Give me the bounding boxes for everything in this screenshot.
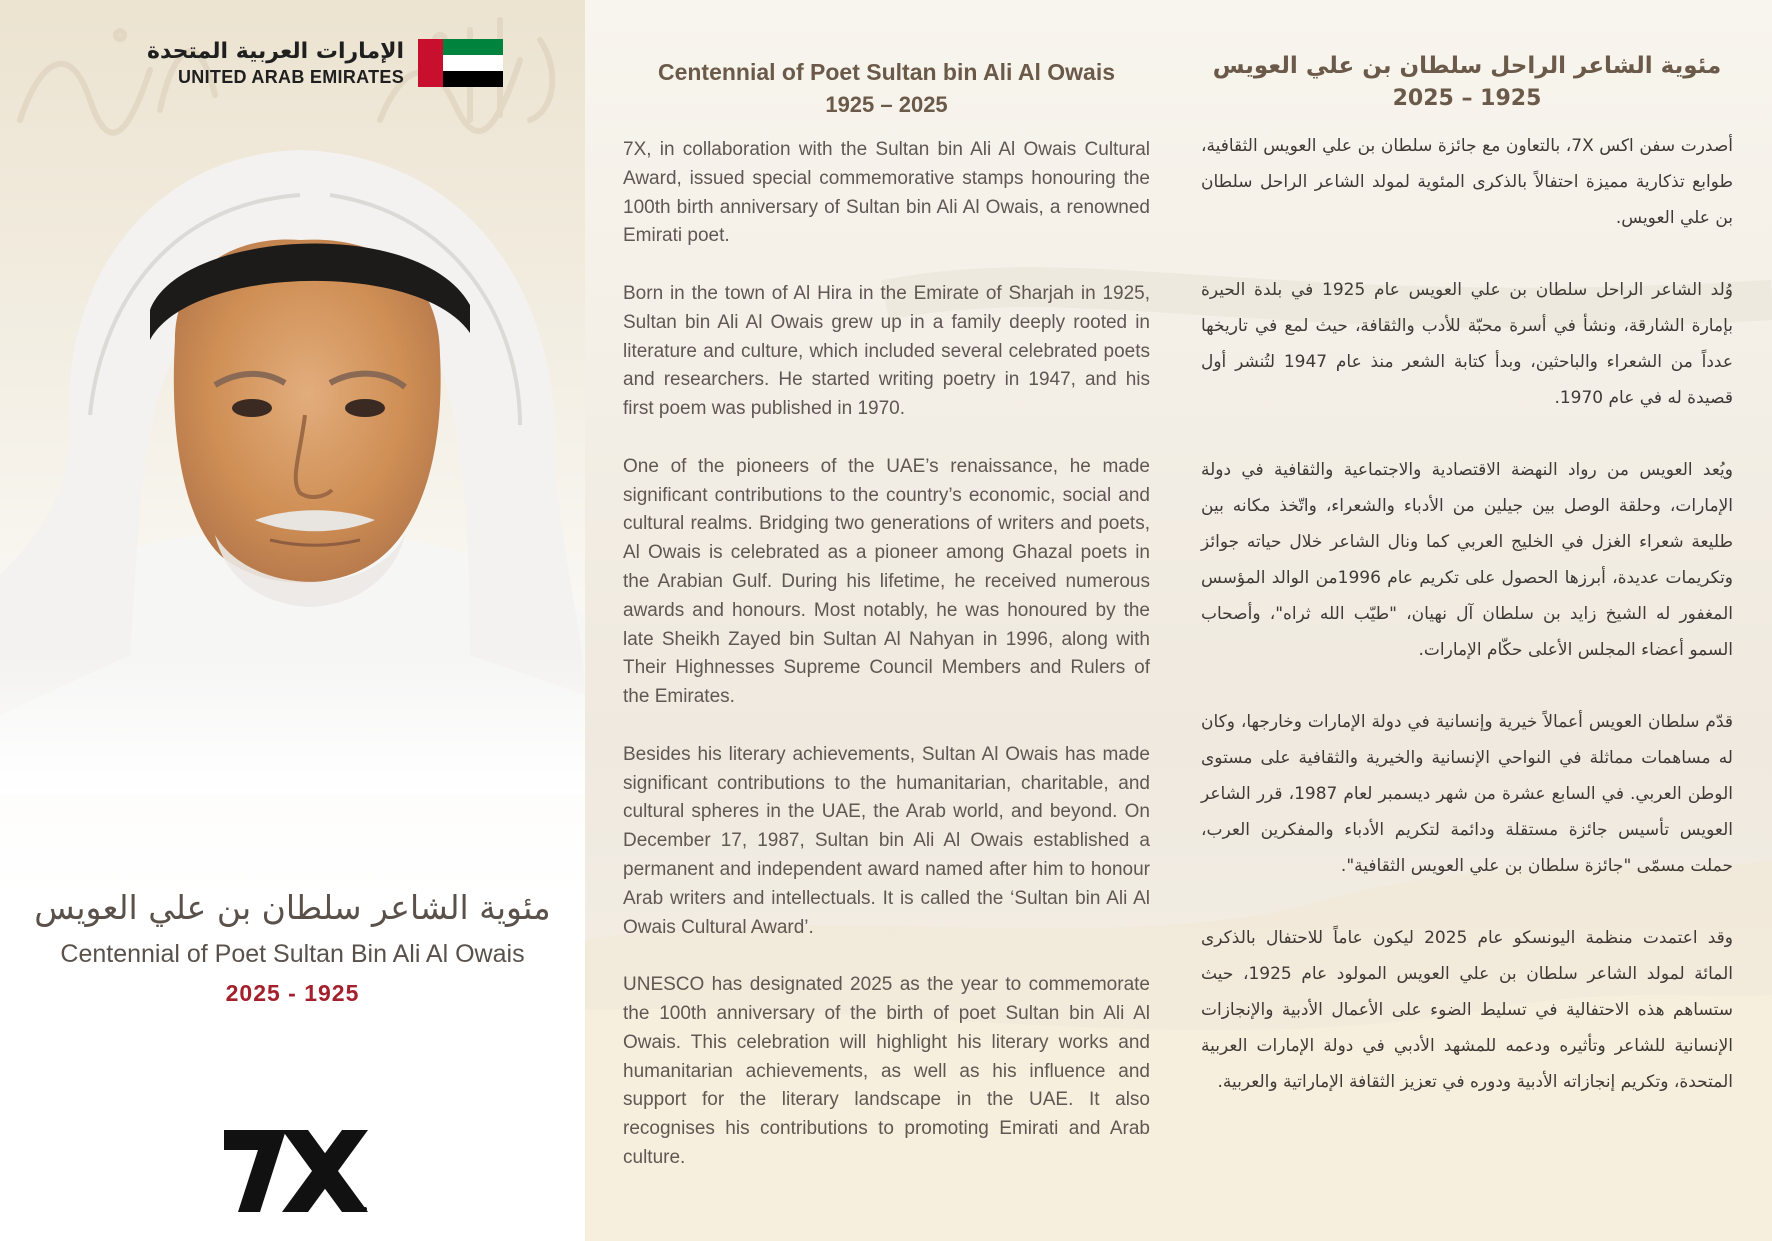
english-paragraph: Besides his literary achievements, Sultan Al Owais has made significant contributions to the humanitarian, charitable, and cultural spheres in the UAE, the Arab world, and beyond. On December 17, 1987, Sultan bin Ali Al Owais established a permanent and independent award named after him to honour Arab writers and intellectuals. It is called the ‘Sultan bin Ali Al Owais Cultural Award’. (623, 743, 1150, 938)
english-paragraph: 7X, in collaboration with the Sultan bin Ali Al Owais Cultural Award, issued special commemorative stamps honouring the 100th birth anniversary of Sultan bin Ali Al Owais, a renowned Emirati poet. (623, 139, 1150, 247)
arabic-title: مئوية الشاعر الراحل سلطان بن علي العويس (1212, 53, 1722, 79)
country-name-english: UNITED ARAB EMIRATES (178, 67, 404, 87)
cover-panel (0, 0, 585, 1241)
poet-portrait-illustration (0, 95, 585, 795)
english-years: 1925 – 2025 (825, 92, 948, 117)
arabic-paragraph: ويُعد العويس من رواد النهضة الاقتصادية والاجتماعية والثقافية في دولة الإمارات، وحلقة الوصل بين جيلين من الأدباء والشعراء، واتّخذ مكانه بين طليعة شعراء الغزل في الخليج العربي كما ونال الشاعر خلال حياته جوائز وتكريمات عديدة، أبرزها الحصول على تكريم عام 1996من الوالد المؤسس المغفور له الشيخ زايد بن سلطان آل نهيان، "طيّب الله ثراه"، وأصحاب السمو أعضاء المجلس الأعلى حكّام الإمارات. (1201, 460, 1734, 660)
english-paragraph: One of the pioneers of the UAE’s renaissance, he made significant contributions to the country’s economic, social and cultural realms. Bridging two generations of writers and poets, Al Owais is celebrated as a pioneer among Ghazal poets in the Arabian Gulf. During his lifetime, he received numerous awards and honours. Most notably, he was honoured by the late Sheikh Zayed bin Sultan Al Nahyan in 1996, along with Their Highnesses Supreme Council Members and Rulers of the Emirates. (623, 455, 1150, 708)
arabic-paragraph: قدّم سلطان العويس أعمالاً خيرية وإنسانية في دولة الإمارات وخارجها، وكان له مساهمات مماثلة في النواحي الإنسانية والخيرية والثقافية على مستوى الوطن العربي. في السابع عشرة من شهر ديسمبر لعام 1987، قرر الشاعر العويس تأسيس جائزة مستقلة ودائمة لتكريم الأدباء والمفكرين العرب، حملت مسمّى "جائزة سلطان بن علي العويس الثقافية". (1201, 712, 1733, 876)
arabic-paragraph: أصدرت سفن اكس 7X، بالتعاون مع جائزة سلطان بن علي العويس الثقافية، طوابع تذكارية مميزة احتفالاً بالذكرى المئوية لمولد الشاعر الراحل سلطان بن علي العويس. (1201, 136, 1733, 228)
english-paragraph: Born in the town of Al Hira in the Emirate of Sharjah in 1925, Sultan bin Ali Al Owais grew up in a family deeply rooted in literature and culture, which included several celebrated poets and researchers. He started writing poetry in 1947, and his first poem was published in 1970. (623, 282, 1150, 420)
uae-flag-icon (418, 39, 503, 87)
arabic-years: 1925 – 2025 (1392, 86, 1542, 111)
uae-brand (147, 38, 503, 88)
cover-title-english: Centennial of Poet Sultan Bin Ali Al Owais (60, 940, 525, 968)
arabic-column (1201, 50, 1733, 1136)
arabic-paragraph: وقد اعتمدت منظمة اليونسكو عام 2025 ليكون عاماً للاحتفال بالذكرى المائة لمولد الشاعر سلطان بن علي العويس المولود عام 1925، حيث ستساهم هذه الاحتفالية في تسليط الضوء على الأعمال الأدبية والإنجازات الإنسانية للشاعر وتأثيره ودعمه للمشهد الأدبي في دولة الإمارات العربية المتحدة، وتكريم إنجازاته الأدبية ودوره في تعزيز الثقافة الإماراتية والعربية. (1201, 928, 1734, 1092)
english-title: Centennial of Poet Sultan bin Ali Al Owais (657, 59, 1116, 85)
arabic-paragraph: وُلد الشاعر الراحل سلطان بن علي العويس عام 1925 في بلدة الحيرة بإمارة الشارقة، ونشأ في أسرة محبّة للأدب والثقافة، حيث لمع في تاريخها عدداً من الشعراء والباحثين، وبدأ كتابة الشعر منذ عام 1947 لتُنشر أول قصيدة له في عام 1970. (1201, 280, 1733, 408)
english-paragraph: UNESCO has designated 2025 as the year to commemorate the 100th anniversary of the birth of poet Sultan bin Ali Al Owais. This celebration will highlight his literary works and humanitarian achievements, as well as his influence and support for the literary landscape in the UAE. It also recognises his contributions to promoting Emirati and Arab culture. (623, 974, 1150, 1168)
cover-years: 2025 - 1925 (225, 980, 360, 1006)
country-name-arabic: الإمارات العربية المتحدة (146, 39, 404, 64)
english-column (623, 56, 1150, 1201)
cover-title-arabic: مئوية الشاعر سلطان بن علي العويس (34, 888, 551, 927)
text-panel (585, 0, 1772, 1241)
7x-logo-icon (224, 1130, 369, 1212)
